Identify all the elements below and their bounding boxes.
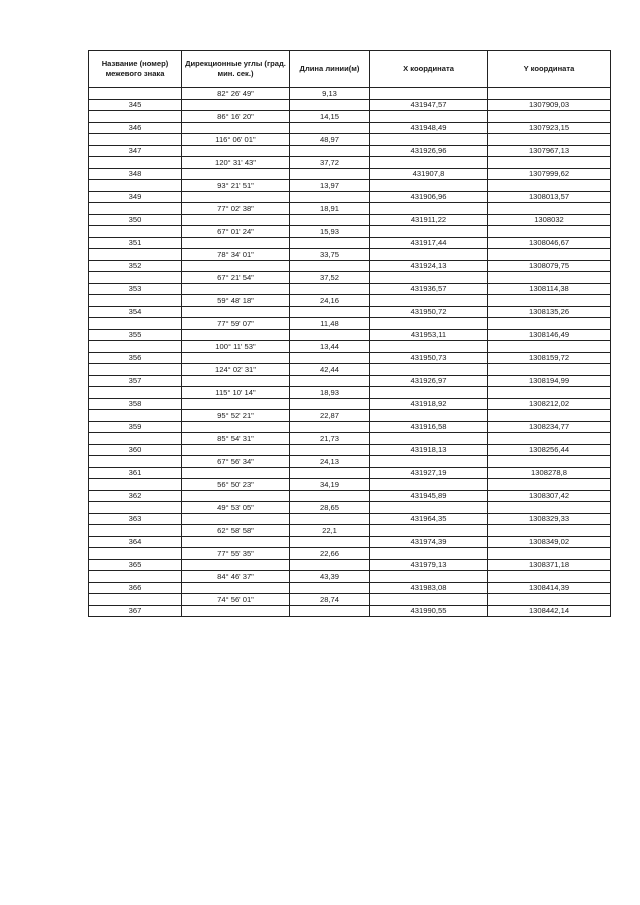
point-bearing-cell xyxy=(182,260,290,272)
y-coordinate-cell: 1307923,15 xyxy=(488,122,611,134)
segment-row xyxy=(89,88,611,100)
line-length-cell: 28,74 xyxy=(290,594,370,606)
line-length-cell: 11,48 xyxy=(290,318,370,330)
bearing-cell: 59° 48' 18" xyxy=(182,295,290,307)
segment-y-cell xyxy=(488,272,611,284)
y-coordinate-cell: 1307999,62 xyxy=(488,168,611,180)
segment-y-cell xyxy=(488,525,611,537)
x-coordinate-cell: 431918,13 xyxy=(370,444,488,456)
line-length-cell: 18,91 xyxy=(290,203,370,215)
segment-row xyxy=(89,456,611,468)
segment-y-cell xyxy=(488,364,611,376)
point-length-cell xyxy=(290,444,370,456)
bearing-cell: 77° 02' 38" xyxy=(182,203,290,215)
header-bearing: Дирекционные углы (град. мин. сек.) xyxy=(182,51,290,88)
point-name-cell: 351 xyxy=(89,237,182,249)
point-name-cell: 360 xyxy=(89,444,182,456)
segment-row xyxy=(89,479,611,491)
point-length-cell xyxy=(290,237,370,249)
segment-x-cell xyxy=(370,295,488,307)
segment-name-cell xyxy=(89,157,182,169)
point-name-cell: 362 xyxy=(89,490,182,502)
point-bearing-cell xyxy=(182,398,290,410)
segment-name-cell xyxy=(89,548,182,560)
bearing-cell: 100° 11' 53" xyxy=(182,341,290,353)
line-length-cell: 34,19 xyxy=(290,479,370,491)
point-name-cell: 350 xyxy=(89,214,182,226)
point-name-cell: 357 xyxy=(89,375,182,387)
x-coordinate-cell: 431979,13 xyxy=(370,559,488,571)
x-coordinate-cell: 431926,97 xyxy=(370,375,488,387)
x-coordinate-cell: 431990,55 xyxy=(370,605,488,617)
segment-x-cell xyxy=(370,548,488,560)
point-bearing-cell xyxy=(182,214,290,226)
segment-name-cell xyxy=(89,295,182,307)
segment-x-cell xyxy=(370,249,488,261)
point-length-cell xyxy=(290,375,370,387)
point-length-cell xyxy=(290,536,370,548)
segment-x-cell xyxy=(370,571,488,583)
point-bearing-cell xyxy=(182,237,290,249)
segment-name-cell xyxy=(89,410,182,422)
segment-row xyxy=(89,433,611,445)
line-length-cell: 13,97 xyxy=(290,180,370,192)
line-length-cell: 28,65 xyxy=(290,502,370,514)
segment-x-cell xyxy=(370,318,488,330)
table-header-row xyxy=(89,51,611,88)
x-coordinate-cell: 431917,44 xyxy=(370,237,488,249)
point-length-cell xyxy=(290,605,370,617)
bearing-cell: 82° 26' 49" xyxy=(182,88,290,100)
segment-row xyxy=(89,525,611,537)
segment-name-cell xyxy=(89,525,182,537)
y-coordinate-cell: 1307967,13 xyxy=(488,145,611,157)
point-bearing-cell xyxy=(182,99,290,111)
bearing-cell: 77° 55' 35" xyxy=(182,548,290,560)
segment-name-cell xyxy=(89,272,182,284)
point-row xyxy=(89,605,611,617)
point-bearing-cell xyxy=(182,444,290,456)
point-bearing-cell xyxy=(182,352,290,364)
y-coordinate-cell: 1308146,49 xyxy=(488,329,611,341)
segment-y-cell xyxy=(488,111,611,123)
bearing-cell: 84° 46' 37" xyxy=(182,571,290,583)
bearing-cell: 56° 50' 23" xyxy=(182,479,290,491)
point-row xyxy=(89,536,611,548)
bearing-cell: 62° 58' 58" xyxy=(182,525,290,537)
point-bearing-cell xyxy=(182,605,290,617)
segment-x-cell xyxy=(370,203,488,215)
point-length-cell xyxy=(290,398,370,410)
x-coordinate-cell: 431950,72 xyxy=(370,306,488,318)
segment-row xyxy=(89,295,611,307)
point-bearing-cell xyxy=(182,490,290,502)
point-bearing-cell xyxy=(182,329,290,341)
segment-x-cell xyxy=(370,341,488,353)
point-length-cell xyxy=(290,283,370,295)
point-name-cell: 355 xyxy=(89,329,182,341)
segment-y-cell xyxy=(488,456,611,468)
y-coordinate-cell: 1308135,26 xyxy=(488,306,611,318)
segment-y-cell xyxy=(488,433,611,445)
segment-name-cell xyxy=(89,318,182,330)
header-point-name: Название (номер) межевого знака xyxy=(89,51,182,88)
point-name-cell: 359 xyxy=(89,421,182,433)
segment-name-cell xyxy=(89,456,182,468)
segment-x-cell xyxy=(370,456,488,468)
segment-row xyxy=(89,134,611,146)
bearing-cell: 49° 53' 05" xyxy=(182,502,290,514)
point-bearing-cell xyxy=(182,582,290,594)
segment-name-cell xyxy=(89,226,182,238)
segment-row xyxy=(89,571,611,583)
point-bearing-cell xyxy=(182,306,290,318)
point-row xyxy=(89,168,611,180)
segment-y-cell xyxy=(488,571,611,583)
line-length-cell: 24,13 xyxy=(290,456,370,468)
segment-y-cell xyxy=(488,134,611,146)
segment-name-cell xyxy=(89,571,182,583)
x-coordinate-cell: 431974,39 xyxy=(370,536,488,548)
bearing-cell: 116° 06' 01" xyxy=(182,134,290,146)
line-length-cell: 43,39 xyxy=(290,571,370,583)
bearing-cell: 124° 02' 31" xyxy=(182,364,290,376)
point-length-cell xyxy=(290,513,370,525)
point-bearing-cell xyxy=(182,283,290,295)
point-row xyxy=(89,260,611,272)
point-name-cell: 354 xyxy=(89,306,182,318)
segment-name-cell xyxy=(89,203,182,215)
segment-name-cell xyxy=(89,364,182,376)
point-row xyxy=(89,122,611,134)
point-length-cell xyxy=(290,260,370,272)
bearing-cell: 67° 01' 24" xyxy=(182,226,290,238)
segment-y-cell xyxy=(488,157,611,169)
y-coordinate-cell: 1308278,8 xyxy=(488,467,611,479)
segment-name-cell xyxy=(89,479,182,491)
header-line-length: Длина линии(м) xyxy=(290,51,370,88)
segment-row xyxy=(89,364,611,376)
coordinates-sheet xyxy=(88,50,610,617)
point-length-cell xyxy=(290,191,370,203)
segment-x-cell xyxy=(370,111,488,123)
line-length-cell: 21,73 xyxy=(290,433,370,445)
point-row xyxy=(89,352,611,364)
point-name-cell: 361 xyxy=(89,467,182,479)
segment-x-cell xyxy=(370,157,488,169)
segment-row xyxy=(89,272,611,284)
segment-row xyxy=(89,226,611,238)
segment-y-cell xyxy=(488,226,611,238)
line-length-cell: 18,93 xyxy=(290,387,370,399)
point-name-cell: 367 xyxy=(89,605,182,617)
x-coordinate-cell: 431924,13 xyxy=(370,260,488,272)
segment-x-cell xyxy=(370,502,488,514)
point-bearing-cell xyxy=(182,191,290,203)
segment-x-cell xyxy=(370,387,488,399)
x-coordinate-cell: 431950,73 xyxy=(370,352,488,364)
bearing-cell: 86° 16' 20" xyxy=(182,111,290,123)
point-name-cell: 352 xyxy=(89,260,182,272)
segment-name-cell xyxy=(89,249,182,261)
segment-row xyxy=(89,111,611,123)
segment-y-cell xyxy=(488,387,611,399)
line-length-cell: 22,1 xyxy=(290,525,370,537)
segment-x-cell xyxy=(370,134,488,146)
point-name-cell: 348 xyxy=(89,168,182,180)
y-coordinate-cell: 1308442,14 xyxy=(488,605,611,617)
point-name-cell: 358 xyxy=(89,398,182,410)
y-coordinate-cell: 1308212,02 xyxy=(488,398,611,410)
y-coordinate-cell: 1308307,42 xyxy=(488,490,611,502)
y-coordinate-cell: 1308329,33 xyxy=(488,513,611,525)
segment-y-cell xyxy=(488,318,611,330)
y-coordinate-cell: 1308371,18 xyxy=(488,559,611,571)
segment-y-cell xyxy=(488,295,611,307)
segment-name-cell xyxy=(89,134,182,146)
segment-row xyxy=(89,341,611,353)
segment-name-cell xyxy=(89,180,182,192)
x-coordinate-cell: 431906,96 xyxy=(370,191,488,203)
segment-row xyxy=(89,387,611,399)
point-length-cell xyxy=(290,582,370,594)
point-name-cell: 365 xyxy=(89,559,182,571)
boundary-points-table xyxy=(88,50,611,617)
point-length-cell xyxy=(290,421,370,433)
segment-x-cell xyxy=(370,594,488,606)
point-row xyxy=(89,375,611,387)
line-length-cell: 15,93 xyxy=(290,226,370,238)
point-row xyxy=(89,99,611,111)
bearing-cell: 67° 56' 34" xyxy=(182,456,290,468)
segment-name-cell xyxy=(89,594,182,606)
segment-x-cell xyxy=(370,433,488,445)
segment-row xyxy=(89,410,611,422)
x-coordinate-cell: 431918,92 xyxy=(370,398,488,410)
segment-y-cell xyxy=(488,341,611,353)
bearing-cell: 67° 21' 54" xyxy=(182,272,290,284)
point-length-cell xyxy=(290,306,370,318)
point-row xyxy=(89,145,611,157)
line-length-cell: 22,66 xyxy=(290,548,370,560)
bearing-cell: 74° 56' 01" xyxy=(182,594,290,606)
segment-y-cell xyxy=(488,180,611,192)
line-length-cell: 37,52 xyxy=(290,272,370,284)
segment-name-cell xyxy=(89,88,182,100)
y-coordinate-cell: 1308046,67 xyxy=(488,237,611,249)
point-row xyxy=(89,329,611,341)
point-name-cell: 363 xyxy=(89,513,182,525)
segment-name-cell xyxy=(89,111,182,123)
point-length-cell xyxy=(290,352,370,364)
point-name-cell: 366 xyxy=(89,582,182,594)
segment-row xyxy=(89,502,611,514)
y-coordinate-cell: 1308194,99 xyxy=(488,375,611,387)
segment-x-cell xyxy=(370,364,488,376)
point-length-cell xyxy=(290,145,370,157)
line-length-cell: 13,44 xyxy=(290,341,370,353)
bearing-cell: 78° 34' 01" xyxy=(182,249,290,261)
bearing-cell: 77° 59' 07" xyxy=(182,318,290,330)
point-row xyxy=(89,214,611,226)
segment-y-cell xyxy=(488,88,611,100)
point-name-cell: 356 xyxy=(89,352,182,364)
x-coordinate-cell: 431983,08 xyxy=(370,582,488,594)
point-row xyxy=(89,467,611,479)
point-length-cell xyxy=(290,467,370,479)
line-length-cell: 24,16 xyxy=(290,295,370,307)
point-bearing-cell xyxy=(182,122,290,134)
line-length-cell: 42,44 xyxy=(290,364,370,376)
bearing-cell: 95° 52' 21" xyxy=(182,410,290,422)
segment-name-cell xyxy=(89,387,182,399)
point-row xyxy=(89,306,611,318)
point-bearing-cell xyxy=(182,536,290,548)
segment-x-cell xyxy=(370,479,488,491)
point-length-cell xyxy=(290,214,370,226)
point-row xyxy=(89,444,611,456)
y-coordinate-cell: 1308159,72 xyxy=(488,352,611,364)
point-row xyxy=(89,513,611,525)
line-length-cell: 48,97 xyxy=(290,134,370,146)
segment-row xyxy=(89,318,611,330)
segment-x-cell xyxy=(370,88,488,100)
segment-y-cell xyxy=(488,410,611,422)
bearing-cell: 115° 10' 14" xyxy=(182,387,290,399)
line-length-cell: 14,15 xyxy=(290,111,370,123)
point-name-cell: 349 xyxy=(89,191,182,203)
segment-row xyxy=(89,157,611,169)
point-bearing-cell xyxy=(182,513,290,525)
segment-y-cell xyxy=(488,479,611,491)
segment-x-cell xyxy=(370,226,488,238)
segment-x-cell xyxy=(370,272,488,284)
point-row xyxy=(89,398,611,410)
point-row xyxy=(89,283,611,295)
line-length-cell: 9,13 xyxy=(290,88,370,100)
point-row xyxy=(89,237,611,249)
line-length-cell: 22,87 xyxy=(290,410,370,422)
segment-row xyxy=(89,249,611,261)
point-length-cell xyxy=(290,168,370,180)
point-length-cell xyxy=(290,329,370,341)
y-coordinate-cell: 1308256,44 xyxy=(488,444,611,456)
point-bearing-cell xyxy=(182,145,290,157)
point-row xyxy=(89,421,611,433)
x-coordinate-cell: 431947,57 xyxy=(370,99,488,111)
segment-name-cell xyxy=(89,433,182,445)
segment-y-cell xyxy=(488,249,611,261)
y-coordinate-cell: 1308032 xyxy=(488,214,611,226)
bearing-cell: 85° 54' 31" xyxy=(182,433,290,445)
segment-name-cell xyxy=(89,341,182,353)
x-coordinate-cell: 431907,8 xyxy=(370,168,488,180)
x-coordinate-cell: 431948,49 xyxy=(370,122,488,134)
point-bearing-cell xyxy=(182,467,290,479)
point-length-cell xyxy=(290,99,370,111)
x-coordinate-cell: 431911,22 xyxy=(370,214,488,226)
y-coordinate-cell: 1308349,02 xyxy=(488,536,611,548)
point-bearing-cell xyxy=(182,421,290,433)
x-coordinate-cell: 431926,96 xyxy=(370,145,488,157)
segment-x-cell xyxy=(370,180,488,192)
point-length-cell xyxy=(290,490,370,502)
x-coordinate-cell: 431927,19 xyxy=(370,467,488,479)
segment-row xyxy=(89,594,611,606)
point-row xyxy=(89,191,611,203)
x-coordinate-cell: 431964,35 xyxy=(370,513,488,525)
line-length-cell: 37,72 xyxy=(290,157,370,169)
point-name-cell: 347 xyxy=(89,145,182,157)
x-coordinate-cell: 431916,58 xyxy=(370,421,488,433)
y-coordinate-cell: 1308013,57 xyxy=(488,191,611,203)
segment-x-cell xyxy=(370,410,488,422)
segment-name-cell xyxy=(89,502,182,514)
y-coordinate-cell: 1308079,75 xyxy=(488,260,611,272)
segment-row xyxy=(89,203,611,215)
segment-y-cell xyxy=(488,502,611,514)
point-name-cell: 364 xyxy=(89,536,182,548)
line-length-cell: 33,75 xyxy=(290,249,370,261)
segment-y-cell xyxy=(488,203,611,215)
y-coordinate-cell: 1308114,38 xyxy=(488,283,611,295)
point-length-cell xyxy=(290,559,370,571)
y-coordinate-cell: 1307909,03 xyxy=(488,99,611,111)
x-coordinate-cell: 431936,57 xyxy=(370,283,488,295)
point-name-cell: 345 xyxy=(89,99,182,111)
header-x-coordinate: X координата xyxy=(370,51,488,88)
y-coordinate-cell: 1308414,39 xyxy=(488,582,611,594)
bearing-cell: 120° 31' 43" xyxy=(182,157,290,169)
table-body xyxy=(89,88,611,617)
segment-y-cell xyxy=(488,594,611,606)
segment-row xyxy=(89,548,611,560)
x-coordinate-cell: 431945,89 xyxy=(370,490,488,502)
x-coordinate-cell: 431953,11 xyxy=(370,329,488,341)
point-bearing-cell xyxy=(182,375,290,387)
point-name-cell: 353 xyxy=(89,283,182,295)
point-row xyxy=(89,582,611,594)
segment-x-cell xyxy=(370,525,488,537)
point-name-cell: 346 xyxy=(89,122,182,134)
point-row xyxy=(89,490,611,502)
point-length-cell xyxy=(290,122,370,134)
header-y-coordinate: Y координата xyxy=(488,51,611,88)
segment-y-cell xyxy=(488,548,611,560)
point-bearing-cell xyxy=(182,168,290,180)
y-coordinate-cell: 1308234,77 xyxy=(488,421,611,433)
bearing-cell: 93° 21' 51" xyxy=(182,180,290,192)
point-row xyxy=(89,559,611,571)
segment-row xyxy=(89,180,611,192)
point-bearing-cell xyxy=(182,559,290,571)
